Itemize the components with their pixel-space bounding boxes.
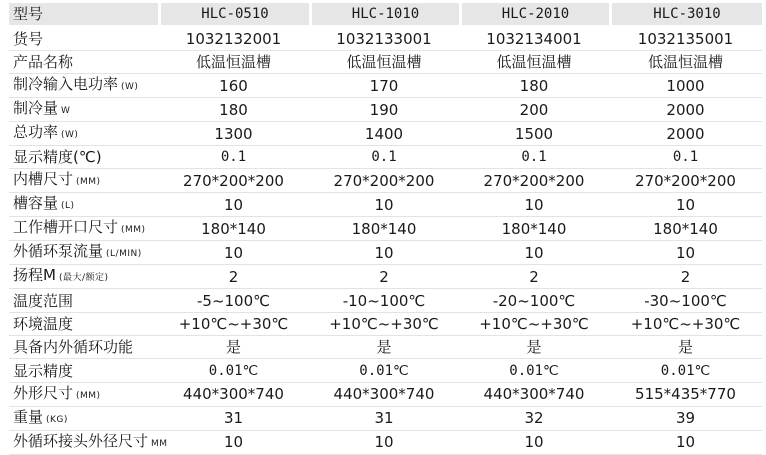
row-label: 制冷量	[13, 99, 59, 118]
table-row	[9, 313, 762, 336]
value-cell: 31	[158, 407, 309, 431]
value-cell: 10	[459, 193, 609, 217]
spec-table	[9, 3, 762, 455]
row-label: 货号	[13, 29, 44, 48]
row-unit: (MM)	[76, 390, 101, 401]
value-cell: 低温恒温槽	[158, 51, 309, 74]
value-cell: 0.1	[459, 146, 609, 169]
value-cell: 是	[158, 336, 309, 359]
value-cell: 1032135001	[609, 27, 762, 50]
value-cell: 10	[309, 431, 459, 455]
table-row	[9, 265, 762, 289]
row-label-cell	[9, 241, 158, 265]
value-cell: 270*200*200	[158, 169, 309, 193]
value-cell: 10	[158, 431, 309, 455]
value-cell: 1032132001	[158, 27, 309, 50]
value-cell: +10℃~+30℃	[609, 313, 762, 336]
header-model: HLC-3010	[609, 3, 762, 27]
value-cell: 0.1	[158, 146, 309, 169]
row-label-cell	[9, 336, 158, 359]
row-label-cell	[9, 217, 158, 241]
row-label-cell	[9, 313, 158, 336]
row-label-cell	[9, 193, 158, 217]
table-row	[9, 193, 762, 217]
table-row	[9, 74, 762, 98]
value-cell: 2	[158, 265, 309, 289]
header-model: HLC-0510	[158, 3, 309, 27]
header-model: HLC-1010	[309, 3, 459, 27]
header-row	[9, 3, 762, 27]
row-label: 槽容量	[13, 194, 59, 213]
value-cell: 270*200*200	[609, 169, 762, 193]
value-cell: 2	[609, 265, 762, 289]
row-label-cell	[9, 146, 158, 169]
value-cell: 低温恒温槽	[609, 51, 762, 74]
row-label-cell	[9, 169, 158, 193]
value-cell: 2000	[609, 122, 762, 146]
value-cell: 10	[158, 241, 309, 265]
table-row	[9, 98, 762, 122]
row-unit: W	[61, 106, 71, 117]
row-label: 重量	[13, 407, 44, 426]
row-label: 具备内外循环功能	[13, 338, 134, 357]
table-row	[9, 241, 762, 265]
row-label-cell	[9, 359, 158, 382]
table-row	[9, 146, 762, 169]
row-unit: (MM)	[121, 225, 146, 236]
row-label: 环境温度	[13, 314, 74, 333]
value-cell: 10	[609, 431, 762, 455]
header-model: HLC-2010	[459, 3, 609, 27]
row-label-cell	[9, 407, 158, 431]
value-cell: 440*300*740	[158, 383, 309, 407]
row-unit: (L/MIN)	[106, 249, 142, 260]
value-cell: 180*140	[158, 217, 309, 241]
row-label: 外循环泵流量	[13, 242, 104, 261]
value-cell: -5~100℃	[158, 289, 309, 312]
value-cell: 1032134001	[459, 27, 609, 50]
row-label: 产品名称	[13, 52, 74, 71]
row-label-cell	[9, 51, 158, 74]
value-cell: -30~100℃	[609, 289, 762, 312]
value-cell: 190	[309, 98, 459, 122]
table-row	[9, 431, 762, 455]
value-cell: 10	[609, 193, 762, 217]
table-row	[9, 122, 762, 146]
value-cell: 10	[158, 193, 309, 217]
row-label: 显示精度	[13, 361, 74, 380]
row-label-cell	[9, 122, 158, 146]
row-label: 工作槽开口尺寸	[13, 218, 119, 237]
value-cell: 0.01℃	[309, 359, 459, 382]
row-unit: (MM)	[76, 177, 101, 188]
value-cell: 0.01℃	[158, 359, 309, 382]
row-unit: (最大/额定)	[58, 273, 109, 284]
value-cell: 180	[158, 98, 309, 122]
row-label: 扬程M	[13, 266, 56, 285]
row-unit: (KG)	[46, 414, 68, 425]
row-label-cell	[9, 431, 168, 455]
value-cell: 1400	[309, 122, 459, 146]
row-label: 显示精度(℃)	[13, 148, 102, 167]
table-row	[9, 383, 762, 407]
value-cell: 270*200*200	[459, 169, 609, 193]
value-cell: 0.1	[609, 146, 762, 169]
row-label: 温度范围	[13, 291, 74, 310]
value-cell: 170	[309, 74, 459, 98]
row-label: 外循环接头外径尺寸	[13, 431, 149, 450]
value-cell: 低温恒温槽	[309, 51, 459, 74]
row-label: 总功率	[13, 123, 59, 142]
value-cell: -20~100℃	[459, 289, 609, 312]
row-unit: (W)	[61, 130, 79, 141]
value-cell: 31	[309, 407, 459, 431]
value-cell: 32	[459, 407, 609, 431]
row-label-cell	[9, 27, 158, 50]
value-cell: 440*300*740	[309, 383, 459, 407]
value-cell: 0.1	[309, 146, 459, 169]
table-row	[9, 217, 762, 241]
value-cell: 39	[609, 407, 762, 431]
table-row	[9, 51, 762, 74]
value-cell: 10	[309, 241, 459, 265]
value-cell: 1000	[609, 74, 762, 98]
spec-table-body	[9, 3, 762, 455]
value-cell: 1500	[459, 122, 609, 146]
value-cell: 180	[459, 74, 609, 98]
row-label: 外形尺寸	[13, 383, 74, 402]
value-cell: 180*140	[309, 217, 459, 241]
value-cell: 200	[459, 98, 609, 122]
value-cell: 2	[309, 265, 459, 289]
value-cell: 270*200*200	[309, 169, 459, 193]
value-cell: 是	[459, 336, 609, 359]
value-cell: -10~100℃	[309, 289, 459, 312]
value-cell: 10	[459, 431, 609, 455]
value-cell: +10℃~+30℃	[309, 313, 459, 336]
row-label-cell	[9, 98, 158, 122]
row-label: 制冷输入电功率	[13, 75, 119, 94]
value-cell: 440*300*740	[459, 383, 609, 407]
value-cell: 2000	[609, 98, 762, 122]
row-unit: (L)	[61, 201, 75, 212]
row-label-cell	[9, 265, 158, 289]
value-cell: +10℃~+30℃	[459, 313, 609, 336]
row-label: 内槽尺寸	[13, 170, 74, 189]
table-row	[9, 289, 762, 312]
value-cell: 1032133001	[309, 27, 459, 50]
value-cell: 0.01℃	[459, 359, 609, 382]
row-label-cell	[9, 289, 158, 312]
value-cell: +10℃~+30℃	[158, 313, 309, 336]
value-cell: 10	[459, 241, 609, 265]
value-cell: 0.01℃	[609, 359, 762, 382]
value-cell: 1300	[158, 122, 309, 146]
value-cell: 515*435*770	[609, 383, 762, 407]
value-cell: 180*140	[609, 217, 762, 241]
row-label-cell	[9, 383, 158, 407]
value-cell: 180*140	[459, 217, 609, 241]
value-cell: 低温恒温槽	[459, 51, 609, 74]
value-cell: 10	[609, 241, 762, 265]
header-label: 型号	[9, 3, 158, 27]
value-cell: 10	[309, 193, 459, 217]
row-label-cell	[9, 74, 158, 98]
value-cell: 2	[459, 265, 609, 289]
row-unit: MM	[151, 438, 168, 449]
value-cell: 是	[609, 336, 762, 359]
table-row	[9, 359, 762, 382]
row-unit: (W)	[121, 82, 139, 93]
table-row	[9, 336, 762, 359]
value-cell: 是	[309, 336, 459, 359]
table-row	[9, 27, 762, 50]
table-row	[9, 169, 762, 193]
table-row	[9, 407, 762, 431]
value-cell: 160	[158, 74, 309, 98]
